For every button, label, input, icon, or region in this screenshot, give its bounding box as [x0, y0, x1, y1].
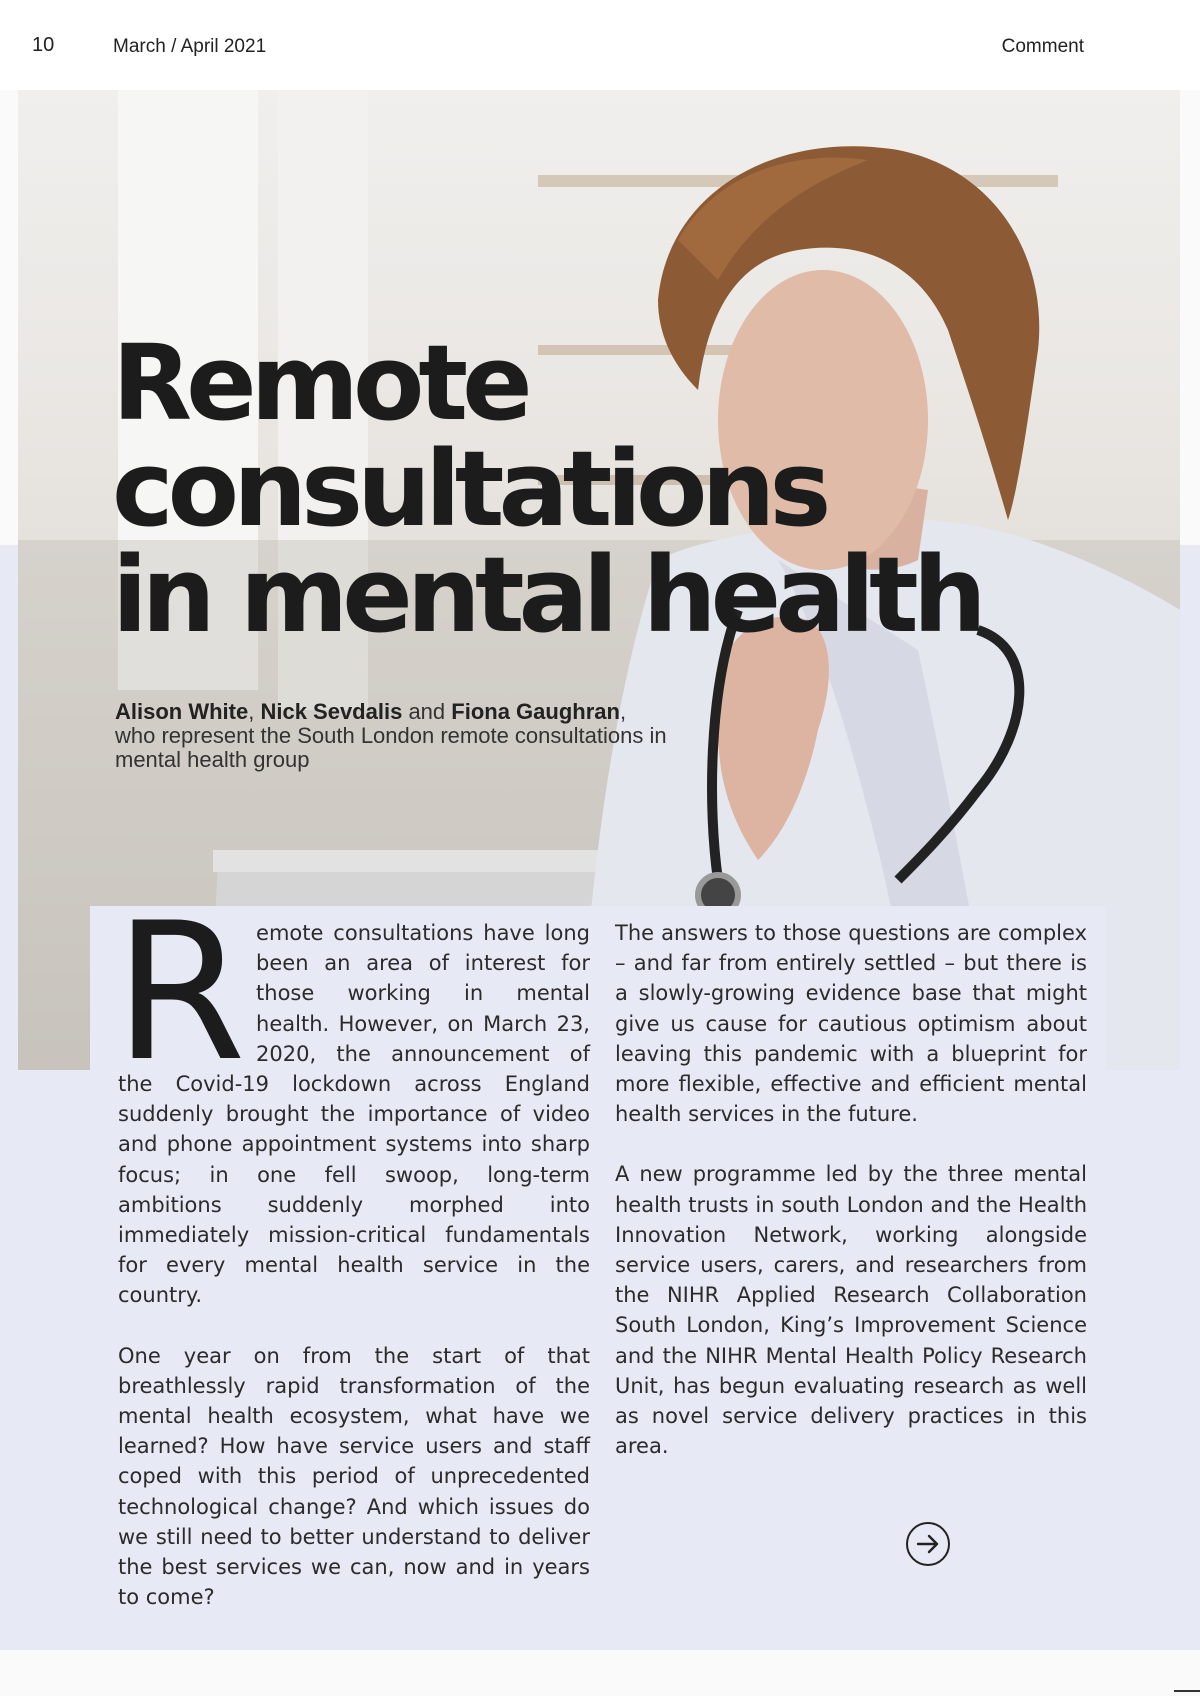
arrow-right-circle-icon	[915, 1531, 941, 1557]
paragraph: One year on from the start of that breathlessly rapid transformation of the mental health ecosystem, what have we learned? How have service users and staff coped with this period of unprecedented technological change? And which issues do we still need to better understand to deliver the best services we can, now and in years to come?	[118, 1343, 590, 1610]
title-line-2: consultations	[112, 428, 826, 550]
paragraph: The answers to those questions are complex – and far from entirely settled – but there is a slowly-growing evidence base that might give us cause for cautious optimism about leaving this pandemic with a blueprint for more flexible, effective and efficient mental health services in the future.	[615, 921, 1087, 1127]
paragraph: Remote consultations have long been an area of interest for those working in mental health. However, on March 23, 2020, the announcement of the Covid-19 lockdown across England suddenly brought the importance of video and phone appointment systems into sharp focus; in one fell swoop, long-term ambitions suddenly morphed into immediately mission-critical fundamentals for every mental health service in the country.	[114, 882, 590, 1308]
paragraph: A new programme led by the three mental health trusts in south London and the Health Innovation Network, working alongside service users, carers, and researchers from the NIHR Applied Research Collaboration South London, King’s Improvement Science and the NIHR Mental Health Policy Research Unit, has begun evaluating research as well as novel service delivery practices in this area.	[615, 1162, 1087, 1459]
author-1: Alison White	[115, 699, 249, 724]
title-line-3: in mental health	[112, 534, 981, 656]
author-2: Nick Sevdalis	[260, 699, 403, 724]
title-line-1: Remote	[112, 322, 527, 444]
byline: Alison White, Nick Sevdalis and Fiona Gaughran, who represent the South London remote consultations in mental health group	[115, 699, 667, 772]
author-3: Fiona Gaughran	[451, 699, 620, 724]
next-page-button[interactable]	[906, 1522, 950, 1566]
corner-mark	[1174, 1690, 1200, 1692]
article-title	[112, 322, 981, 656]
article-column-left	[114, 882, 590, 1642]
article-column-right	[615, 918, 1087, 1491]
byline-description: who represent the South London remote consultations in mental health group	[115, 723, 667, 772]
page-number: 10	[32, 34, 55, 56]
page-header	[0, 0, 1200, 90]
issue-date: March / April 2021	[113, 36, 267, 57]
section-label: Comment	[1001, 36, 1084, 57]
drop-cap: R	[114, 882, 247, 1103]
